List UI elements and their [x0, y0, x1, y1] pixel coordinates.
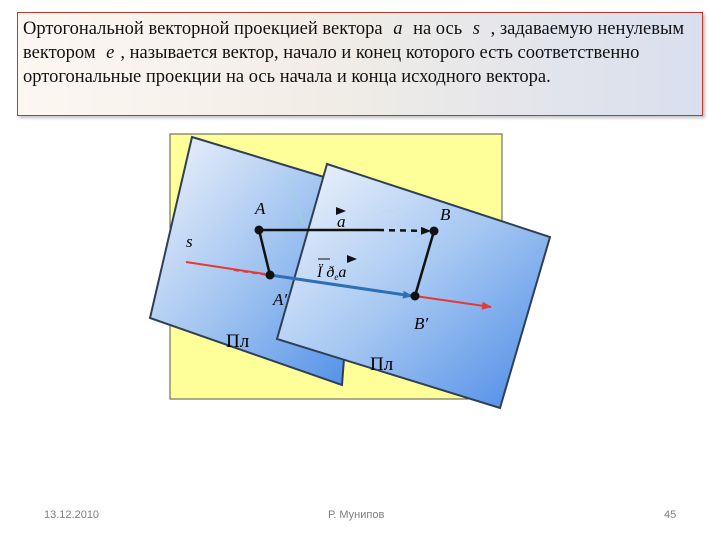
definition-text-3: , задаваемую ненулевым вектором: [23, 19, 685, 63]
label-proj-sub: e: [334, 272, 339, 282]
label-proj-vec: a: [338, 264, 347, 281]
point-a-proj: [266, 271, 275, 280]
vector-e-symbol: e: [106, 43, 115, 63]
point-a: [255, 226, 264, 235]
definition-text-2: на ось: [413, 19, 463, 39]
label-a-proj: A′: [273, 290, 288, 309]
label-proj-main: Ї ð: [317, 264, 335, 281]
label-b-proj: B′: [414, 314, 429, 333]
definition-text-4: , называется вектор, начало и конец которого есть соответственно ортогональные проекции на ось начала и конца исходного вектора.: [23, 43, 640, 87]
label-a: A: [255, 199, 266, 218]
footer-author: Р. Мунипов: [328, 509, 385, 521]
point-b: [430, 227, 439, 236]
label-vec-a: a: [337, 212, 346, 231]
vector-a-symbol: a: [393, 19, 403, 39]
footer-date: 13.12.2010: [44, 509, 100, 521]
plane-1-label: Пл: [226, 331, 250, 352]
axis-s-symbol: s: [472, 19, 480, 39]
label-proj: [316, 263, 346, 282]
label-b: B: [440, 205, 451, 224]
point-b-proj: [411, 292, 420, 301]
definition-text-1: Ортогональной векторной проекцией вектора: [23, 19, 383, 39]
plane-2-label: Пл: [370, 354, 394, 375]
footer-page-number: 45: [664, 509, 677, 521]
label-s: s: [186, 232, 193, 251]
